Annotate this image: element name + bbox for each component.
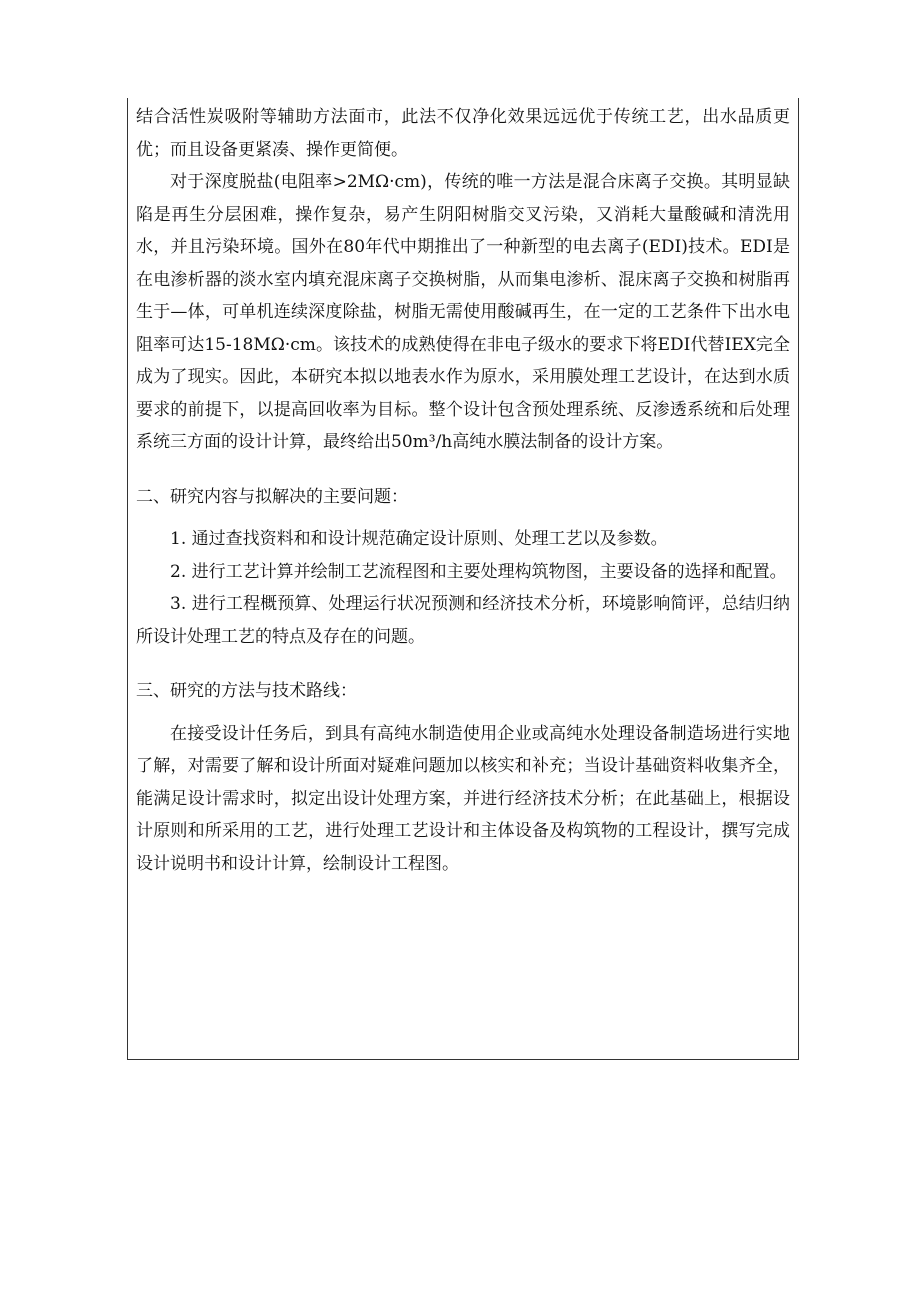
section2-item-2: 2. 进行工艺计算并绘制工艺流程图和主要处理构筑物图，主要设备的选择和配置。 [170, 561, 787, 582]
section1-paragraph: 对于深度脱盐(电阻率>2MΩ·cm)，传统的唯一方法是混合床离子交换。其明显缺陷是再生分层困难，操作复杂，易产生阴阳树脂交叉污染，又消耗大量酸碱和清洗用水，并且污染环境。国外在80年代中期推出了一种新型的电去离子(EDI)技术。EDI是在电渗析器的淡水室内填充混床离子交换树脂，从而集电渗析、混床离子交换和树脂再生于—体，可单机连续深度除盐，树脂无需使用酸碱再生，在一定的工艺条件下出水电阻率可达15-18MΩ·cm。该技术的成熟使得在非电子级水的要求下将EDI代替IEX完全成为了现实。因此，本研究本拟以地表水作为原水，采用膜处理工艺设计，在达到水质要求的前提下，以提高回收率为目标。整个设计包含预处理系统、反渗透系统和后处理系统三方面的设计计算，最终给出50m³/h高纯水膜法制备的设计方案。 [136, 172, 790, 452]
section1-continuation: 结合活性炭吸附等辅助方法面市，此法不仅净化效果远远优于传统工艺，出水品质更优；而且设备更紧凑、操作更简便。 [136, 107, 790, 160]
section3-heading: 三、研究的方法与技术路线： [136, 681, 357, 701]
section2-item-1: 1. 通过查找资料和和设计规范确定设计原则、处理工艺以及参数。 [170, 529, 668, 549]
section3-paragraph: 在接受设计任务后，到具有高纯水制造使用企业或高纯水处理设备制造场进行实地了解，对需要了解和设计所面对疑难问题加以核实和补充；当设计基础资料收集齐全，能满足设计需求时，拟定出设计处理方案，并进行经济技术分析；在此基础上，根据设计原则和所采用的工艺，进行处理工艺设计和主体设备及构筑物的工程设计，撰写完成设计说明书和设计计算，绘制设计工程图。 [136, 723, 790, 874]
section2-item-3: 3. 进行工程概预算、处理运行状况预测和经济技术分析，环境影响简评，总结归纳所设计处理工艺的特点及存在的问题。 [136, 594, 790, 647]
document-body [136, 101, 790, 880]
section2-heading: 二、研究内容与拟解决的主要问题： [136, 486, 408, 507]
